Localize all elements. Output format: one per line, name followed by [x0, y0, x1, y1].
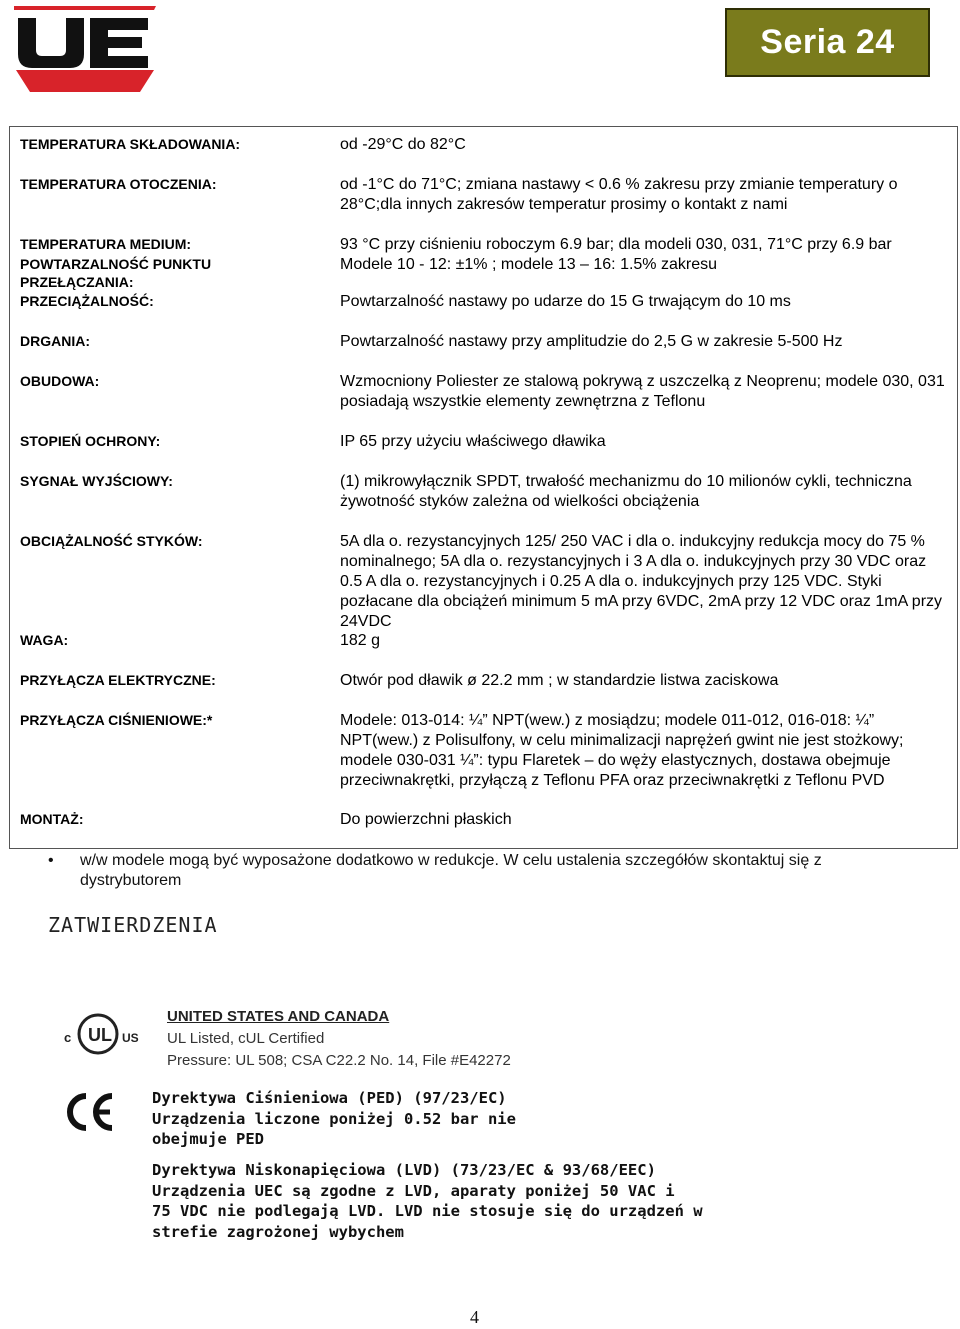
- spec-value: 5A dla o. rezystancyjnych 125/ 250 VAC i dla o. indukcyjny redukcja mocy do 75 % nominalnego; 5A dla o. rezystancyjnych i 3 A dla o. indukcyjnych przy 30 VDC oraz 0.5 A dla o. rezystancyjnych i 0.25 A dla o. indukcyjnych przy 125 VDC. Styki pozłacane dla obciążeń minimum 5 mA przy 6VDC, 2mA przy 12 VDC oraz 1mA przy 24VDC: [340, 533, 943, 630]
- spec-value: Wzmocniony Poliester ze stalową pokrywą z uszczelką z Neoprenu; modele 030, 031 posiadają wszystkie elementy zewnętrzna z Teflonu: [340, 373, 945, 410]
- spec-value: 182 g: [340, 632, 381, 649]
- ped-text: [152, 1088, 712, 1150]
- spec-value: 93 °C przy ciśnieniu roboczym 6.9 bar; dla modeli 030, 031, 71°C przy 6.9 bar: [340, 236, 892, 253]
- spec-label: WAGA:: [20, 632, 69, 648]
- spec-label: TEMPERATURA MEDIUM:: [20, 236, 192, 252]
- ul-heading: UNITED STATES AND CANADA: [167, 1008, 390, 1025]
- spec-label: STOPIEŃ OCHRONY:: [20, 433, 161, 449]
- lvd-line: Urządzenia UEC są zgodne z LVD, aparaty poniżej 50 VAC i: [152, 1181, 675, 1200]
- spec-value: Powtarzalność nastawy przy amplitudzie do 2,5 G w zakresie 5-500 Hz: [340, 333, 843, 350]
- lvd-text: [152, 1160, 732, 1242]
- spec-label: DRGANIA:: [20, 333, 90, 349]
- spec-value: Modele: 013-014: ¼” NPT(wew.) z mosiądzu; modele 011-012, 016-018: ¼” NPT(wew.) z Polisulfony, w celu minimalizacji naprężeń gwint nie jest stożkowy; modele 030-031 ¼”: typu Flaretek – do węży elastycznych, dostawa obejmuje przeciwnakrętki, przyłączą z Teflonu PFA oraz przeciwnakrętki z Teflonu PVD: [340, 712, 904, 789]
- lvd-line: 75 VDC nie podlegają LVD. LVD nie stosuje się do urządzeń w: [152, 1202, 703, 1220]
- page-number: 4: [470, 1307, 479, 1327]
- spec-value: (1) mikrowyłącznik SPDT, trwałość mechanizmu do 10 milionów cykli, techniczna żywotność styków zależna od wielkości obciążenia: [340, 473, 912, 510]
- approvals-title: ZATWIERDZENIA: [48, 913, 218, 937]
- ped-line: obejmuje PED: [152, 1130, 264, 1148]
- ul-listed: UL Listed, cUL Certified: [167, 1030, 325, 1047]
- ul-mark-ul: UL: [88, 1025, 112, 1045]
- ue-logo: [14, 6, 156, 96]
- ul-pressure: Pressure: UL 508; CSA C22.2 No. 14, File #E42272: [167, 1052, 511, 1069]
- spec-label: PRZYŁĄCZA ELEKTRYCZNE:: [20, 672, 216, 688]
- spec-value: Modele 10 - 12: ±1% ; modele 13 – 16: 1.5% zakresu: [340, 256, 717, 273]
- spec-label: OBUDOWA:: [20, 373, 100, 389]
- footnote-text: w/w modele mogą być wyposażone dodatkowo w redukcje. W celu ustalenia szczegółów skontaktuj się z dystrybutorem: [80, 852, 822, 889]
- specs-table: [9, 126, 958, 849]
- ce-mark-icon: [64, 1090, 116, 1134]
- spec-value: od -1°C do 71°C; zmiana nastawy < 0.6 % zakresu przy zmianie temperatury o 28°C;dla innych zakresów temperatur prosimy o kontakt z nami: [340, 176, 898, 213]
- lvd-line: Dyrektywa Niskonapięciowa (LVD) (73/23/EC & 93/68/EEC): [152, 1161, 656, 1179]
- ul-mark-c: c: [64, 1030, 72, 1045]
- ul-mark-us: US: [122, 1031, 139, 1045]
- bullet: •: [48, 852, 54, 869]
- spec-label: MONTAŻ:: [20, 811, 84, 827]
- spec-value: Powtarzalność nastawy po udarze do 15 G trwającym do 10 ms: [340, 293, 791, 310]
- spec-value: od -29°C do 82°C: [340, 136, 466, 153]
- ped-line: Urządzenia liczone poniżej 0.52 bar nie: [152, 1109, 516, 1128]
- spec-label: SYGNAŁ WYJŚCIOWY:: [20, 473, 173, 489]
- ped-line: Dyrektywa Ciśnieniowa (PED) (97/23/EC): [152, 1089, 507, 1107]
- spec-value: IP 65 przy użyciu właściwego dławika: [340, 433, 606, 450]
- spec-label: TEMPERATURA OTOCZENIA:: [20, 176, 217, 192]
- spec-label: TEMPERATURA SKŁADOWANIA:: [20, 136, 241, 152]
- ul-logo-icon: [62, 1012, 142, 1057]
- spec-label: OBCIĄŻALNOŚĆ STYKÓW:: [20, 533, 203, 549]
- series-label: Seria 24: [760, 23, 895, 61]
- lvd-line: strefie zagrożonej wybychem: [152, 1222, 404, 1241]
- spec-value: Do powierzchni płaskich: [340, 811, 512, 828]
- spec-value: Otwór pod dławik ø 22.2 mm ; w standardzie listwa zaciskowa: [340, 672, 779, 689]
- spec-label: PRZECIĄŻALNOŚĆ:: [20, 293, 154, 309]
- spec-label: POWTARZALNOŚĆ PUNKTU PRZEŁĄCZANIA:: [20, 256, 212, 290]
- spec-label: PRZYŁĄCZA CIŚNIENIOWE:*: [20, 712, 213, 728]
- series-badge: [725, 8, 930, 77]
